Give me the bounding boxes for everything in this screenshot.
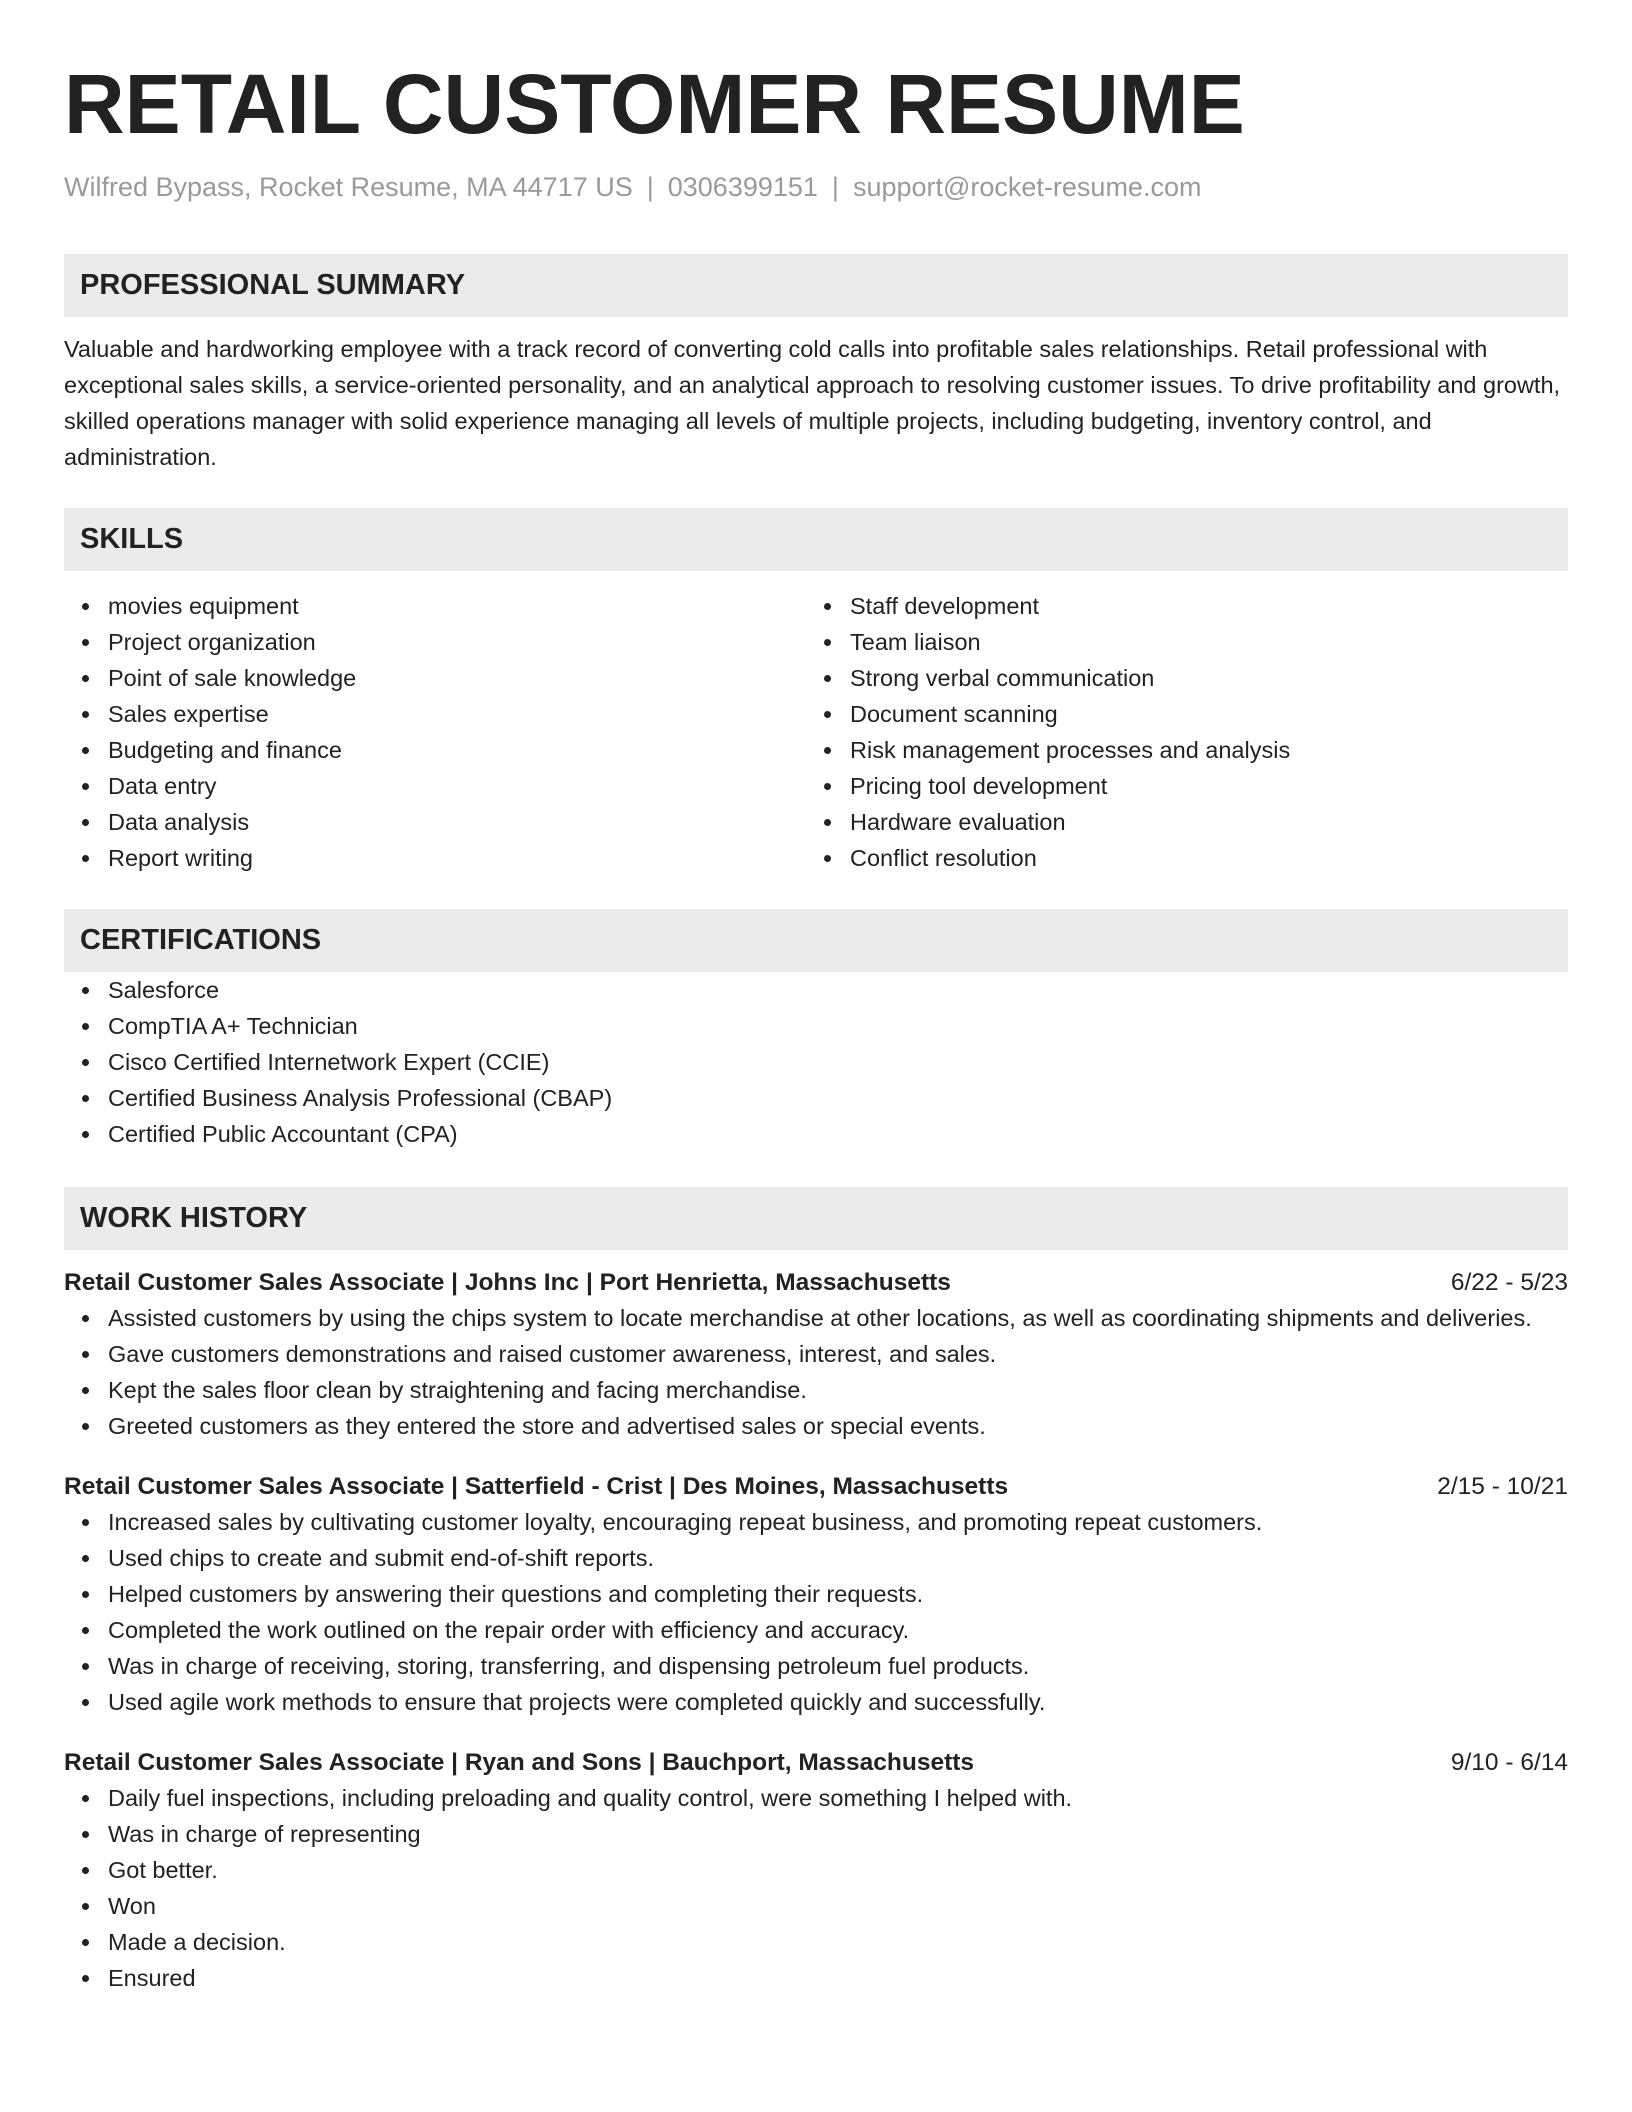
list-item: Certified Public Accountant (CPA): [64, 1116, 1568, 1152]
job-bullets: [64, 1300, 1568, 1444]
list-item: Certified Business Analysis Professional (CBAP): [64, 1080, 1568, 1116]
contact-separator: |: [831, 172, 839, 202]
skills-list-right: [806, 588, 1548, 876]
skills-list-left: [64, 588, 806, 876]
list-item: Gave customers demonstrations and raised customer awareness, interest, and sales.: [64, 1336, 1568, 1372]
section-header-work-history: WORK HISTORY: [64, 1187, 1568, 1250]
job-title: Retail Customer Sales Associate | Johns Inc | Port Henrietta, Massachusetts: [64, 1269, 951, 1296]
job-title: Retail Customer Sales Associate | Ryan and Sons | Bauchport, Massachusetts: [64, 1749, 975, 1776]
list-item: Assisted customers by using the chips system to locate merchandise at other locations, as well as coordinating shipments and deliveries.: [64, 1300, 1568, 1336]
list-item: movies equipment: [64, 588, 806, 624]
list-item: Pricing tool development: [806, 768, 1548, 804]
resume-page: [64, 58, 1568, 1996]
job-title: Retail Customer Sales Associate | Satterfield - Crist | Des Moines, Massachusetts: [64, 1473, 1009, 1500]
summary-text: Valuable and hardworking employee with a track record of converting cold calls into profitable sales relationships. Retail professional with exceptional sales skills, a service-oriented personality, and an analytical approach to resolving customer issues. To drive profitability and growth, skilled operations manager with solid experience managing all levels of multiple projects, including budgeting, inventory control, and administration.: [64, 336, 1561, 470]
list-item: Conflict resolution: [806, 840, 1548, 876]
job-bullets: [64, 1504, 1568, 1720]
job-entry: [64, 1470, 1568, 1720]
section-header-skills: SKILLS: [64, 508, 1568, 571]
list-item: Report writing: [64, 840, 806, 876]
job-header: [64, 1266, 1568, 1300]
list-item: Greeted customers as they entered the store and advertised sales or special events.: [64, 1408, 1568, 1444]
job-entry: [64, 1266, 1568, 1444]
list-item: Risk management processes and analysis: [806, 732, 1548, 768]
list-item: Got better.: [64, 1852, 1568, 1888]
list-item: Data analysis: [64, 804, 806, 840]
list-item: Salesforce: [64, 972, 1568, 1008]
list-item: Increased sales by cultivating customer loyalty, encouraging repeat business, and promoting repeat customers.: [64, 1504, 1568, 1540]
list-item: Daily fuel inspections, including preloading and quality control, were something I helped with.: [64, 1780, 1568, 1816]
list-item: Ensured: [64, 1960, 1568, 1996]
list-item: Sales expertise: [64, 696, 806, 732]
list-item: Point of sale knowledge: [64, 660, 806, 696]
list-item: Kept the sales floor clean by straightening and facing merchandise.: [64, 1372, 1568, 1408]
list-item: CompTIA A+ Technician: [64, 1008, 1568, 1044]
job-dates: 2/15 - 10/21: [1437, 1473, 1568, 1500]
list-item: Helped customers by answering their questions and completing their requests.: [64, 1576, 1568, 1612]
list-item: Team liaison: [806, 624, 1548, 660]
list-item: Was in charge of receiving, storing, transferring, and dispensing petroleum fuel products.: [64, 1648, 1568, 1684]
skills-grid: [64, 588, 1568, 876]
list-item: Completed the work outlined on the repair order with efficiency and accuracy.: [64, 1612, 1568, 1648]
job-dates: 6/22 - 5/23: [1450, 1269, 1568, 1296]
list-item: Data entry: [64, 768, 806, 804]
address: Wilfred Bypass, Rocket Resume, MA 44717 US: [64, 172, 633, 202]
email[interactable]: support@rocket-resume.com: [852, 172, 1202, 202]
list-item: Project organization: [64, 624, 806, 660]
list-item: Cisco Certified Internetwork Expert (CCIE): [64, 1044, 1568, 1080]
list-item: Was in charge of representing: [64, 1816, 1568, 1852]
resume-title: RETAIL CUSTOMER RESUME: [64, 57, 1245, 151]
contact-line: [64, 170, 1568, 204]
list-item: Budgeting and finance: [64, 732, 806, 768]
list-item: Staff development: [806, 588, 1548, 624]
list-item: Won: [64, 1888, 1568, 1924]
section-header-summary: PROFESSIONAL SUMMARY: [64, 254, 1568, 317]
list-item: Used chips to create and submit end-of-shift reports.: [64, 1540, 1568, 1576]
job-header: [64, 1746, 1568, 1780]
list-item: Document scanning: [806, 696, 1548, 732]
list-item: Strong verbal communication: [806, 660, 1548, 696]
job-header: [64, 1470, 1568, 1504]
list-item: Used agile work methods to ensure that projects were completed quickly and successfully.: [64, 1684, 1568, 1720]
list-item: Made a decision.: [64, 1924, 1568, 1960]
phone[interactable]: 0306399151: [667, 172, 818, 202]
contact-separator: |: [646, 172, 654, 202]
job-bullets: [64, 1780, 1568, 1996]
job-entry: [64, 1746, 1568, 1996]
list-item: Hardware evaluation: [806, 804, 1548, 840]
job-dates: 9/10 - 6/14: [1450, 1749, 1568, 1776]
certifications-list: [64, 972, 1568, 1152]
section-header-certifications: CERTIFICATIONS: [64, 909, 1568, 972]
